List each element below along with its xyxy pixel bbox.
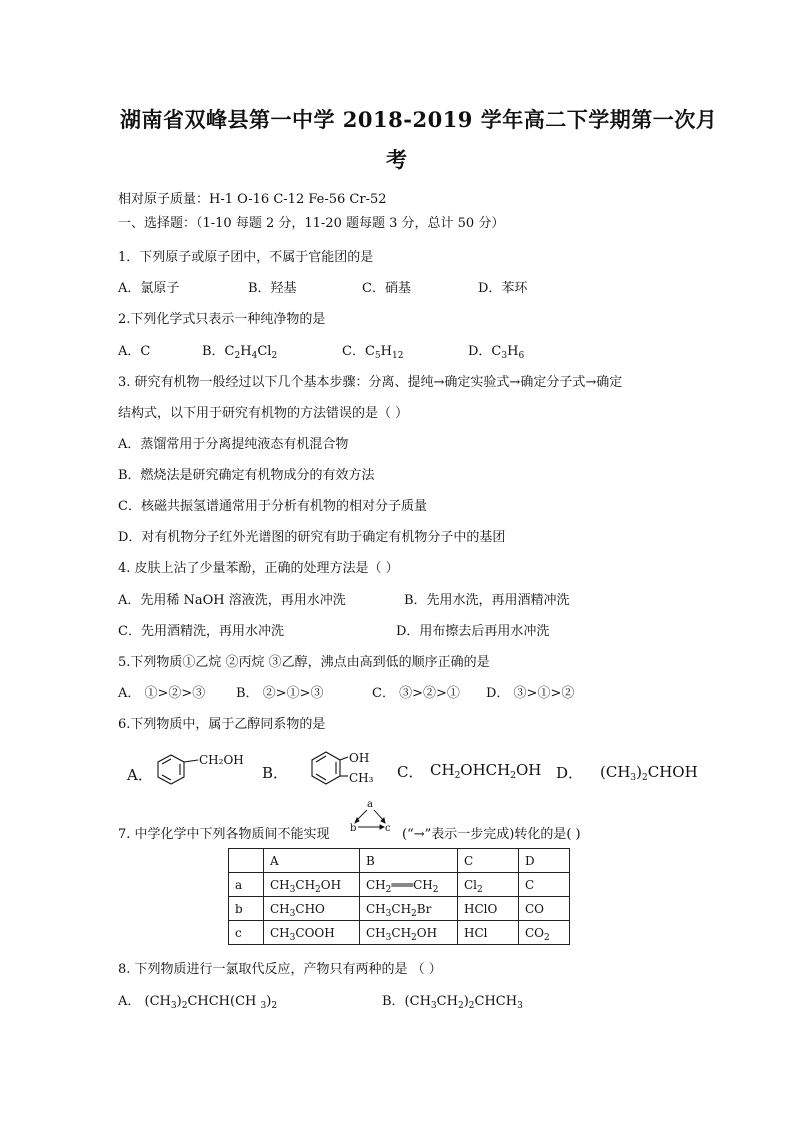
q3-option-c: C．核磁共振氢谱通常用于分析有机物的相对分子质量 [118, 499, 427, 514]
page-title-continued: 考 [386, 147, 408, 172]
q6-option-d-formula: $(CH_3)_2CHOH$ [600, 763, 698, 783]
q3-option-a: A．蒸馏常用于分离提纯液态有机混合物 [118, 437, 349, 452]
abc-conversion-diagram [346, 796, 398, 838]
row-label: b [229, 897, 264, 921]
table-cell: CO [519, 897, 570, 921]
q1-option-d: D．苯环 [478, 281, 528, 296]
q6-option-a-label: A． [127, 766, 153, 784]
q6-option-c-label: C． [397, 763, 424, 781]
q5-option-c: C． ③>②>① [372, 686, 460, 701]
q6-b-oh-group: OH [349, 751, 370, 765]
question-3-stem-line1: 3. 研究有机物一般经过以下几个基本步骤：分离、提纯→确定实验式→确定分子式→确定 [118, 375, 623, 390]
q4-option-c: C．先用酒精洗，再用水冲洗 [118, 624, 284, 639]
row-label: c [229, 921, 264, 945]
q5-option-d: D． ③>①>② [486, 686, 575, 701]
q3-option-b: B．燃烧法是研究确定有机物成分的有效方法 [118, 468, 375, 483]
svg-text:b: b [350, 823, 357, 834]
table-cell: HClO [458, 897, 519, 921]
q4-option-a: A．先用稀 NaOH 溶液洗，再用水冲洗 [118, 593, 346, 608]
table-cell: $CH_3COOH$ [264, 921, 360, 945]
question-1-stem: 1．下列原子或原子团中，不属于官能团的是 [118, 250, 374, 265]
table-cell [229, 849, 264, 873]
q7-options-table [228, 848, 570, 945]
table-cell: $CH_3CH_2OH$ [264, 873, 360, 897]
q4-option-d: D．用布擦去后再用水冲洗 [396, 624, 550, 639]
q1-option-b: B．羟基 [248, 281, 297, 296]
svg-text:a: a [367, 799, 373, 810]
q8-option-b: B．$(CH_3CH_2)_2CHCH_3$ [382, 994, 523, 1011]
svg-text:c: c [385, 823, 391, 834]
table-cell: $CH_3CH_2OH$ [360, 921, 458, 945]
q3-option-d: D．对有机物分子红外光谱图的研究有助于确定有机物分子中的基团 [118, 530, 506, 545]
table-header-cell: C [458, 849, 519, 873]
q5-option-a: A． ①>②>③ [118, 686, 206, 701]
table-header-row [229, 849, 570, 873]
q2-option-d: D．$C_3H_6$ [468, 344, 525, 361]
page-title: 湖南省双峰县第一中学 2018-2019 学年高二下学期第一次月 [120, 107, 718, 132]
cresol-structure [304, 748, 384, 790]
q6-option-b-label: B． [262, 764, 289, 782]
table-cell: $Cl_2$ [458, 873, 519, 897]
atomic-mass-line: 相对原子质量：H-1 O-16 C-12 Fe-56 Cr-52 [118, 192, 387, 207]
question-6-stem: 6.下列物质中，属于乙醇同系物的是 [118, 717, 326, 732]
table-cell: C [519, 873, 570, 897]
q6-a-group: CH₂OH [199, 753, 244, 767]
q2-option-a: A．C [118, 344, 151, 359]
question-7-stem-start: 7. 中学化学中下列各物质间不能实现 [118, 827, 330, 842]
benzyl-alcohol-structure [154, 750, 246, 792]
q8-option-a: A． $(CH_3)_2CHCH(CH$ $_3)_2$ [118, 994, 278, 1011]
q6-option-d-label: D． [556, 764, 584, 782]
question-3-stem-line2: 结构式，以下用于研究有机物的方法错误的是（ ） [118, 406, 409, 421]
row-label: a [229, 873, 264, 897]
q2-option-c: C．$C_5H_{12}$ [342, 344, 404, 361]
q1-option-c: C．硝基 [362, 281, 411, 296]
table-row [229, 921, 570, 945]
question-4-stem: 4. 皮肤上沾了少量苯酚，正确的处理方法是（ ） [118, 561, 399, 576]
table-cell: $CO_2$ [519, 921, 570, 945]
table-cell: $CH_2═══CH_2$ [360, 873, 458, 897]
table-cell: $CH_3CHO$ [264, 897, 360, 921]
question-5-stem: 5.下列物质①乙烷 ②丙烷 ③乙醇，沸点由高到低的顺序正确的是 [118, 655, 490, 670]
table-cell: HCl [458, 921, 519, 945]
q1-option-a: A．氯原子 [118, 281, 180, 296]
q4-option-b: B．先用水洗，再用酒精冲洗 [404, 593, 570, 608]
question-7-stem-end: (“→”表示一步完成)转化的是( ) [402, 827, 581, 842]
q6-b-ch3-group: CH₃ [349, 771, 374, 785]
q2-option-b: B．$C_2H_4Cl_2$ [202, 344, 278, 361]
q6-option-c-formula: $CH_2OHCH_2OH$ [430, 761, 542, 781]
q5-option-b: B． ②>①>③ [236, 686, 324, 701]
table-row [229, 873, 570, 897]
table-header-cell: B [360, 849, 458, 873]
section-heading: 一、选择题：（1-10 每题 2 分，11-20 题每题 3 分，总计 50 分） [118, 216, 505, 231]
table-row [229, 897, 570, 921]
table-cell: $CH_3CH_2Br$ [360, 897, 458, 921]
table-header-cell: D [519, 849, 570, 873]
question-8-stem: 8. 下列物质进行一氯取代反应，产物只有两种的是 （ ） [118, 962, 442, 977]
table-header-cell: A [264, 849, 360, 873]
question-2-stem: 2.下列化学式只表示一种纯净物的是 [118, 312, 326, 327]
